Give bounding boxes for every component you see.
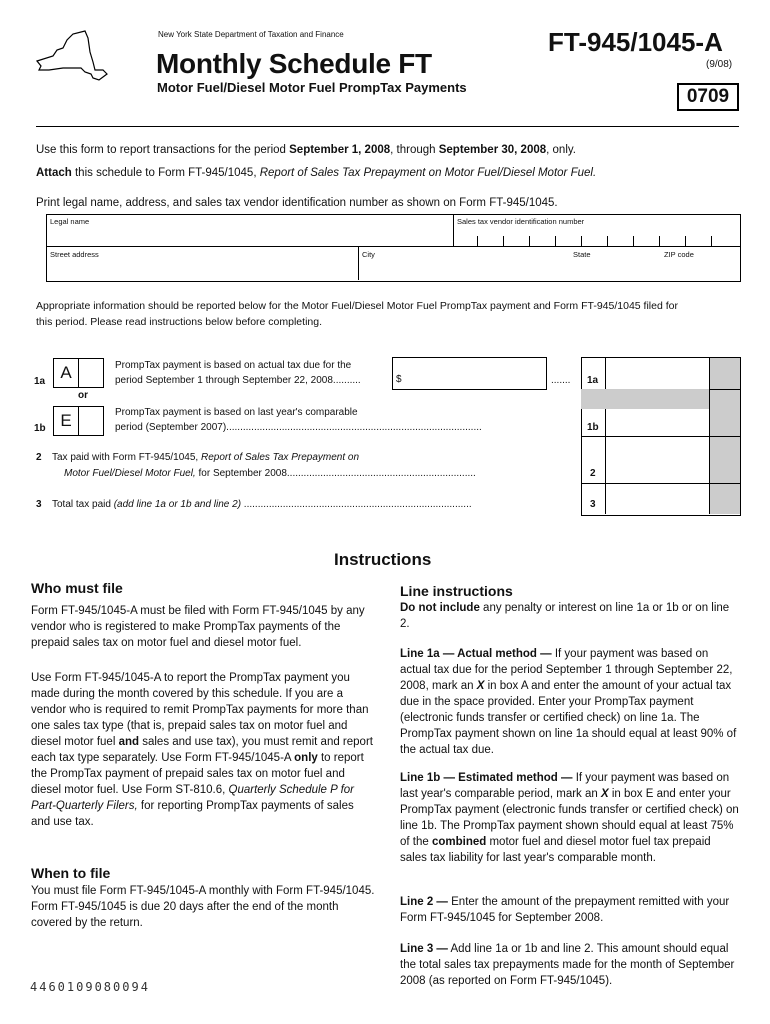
line-1b-instructions: Line 1b — Estimated method — If your payment was based on last year's comparable period, mark an X in box E and enter your PrompTax payment (electronic funds transfer or certified check) on line 1b. The PrompTax payment shown should equal at least 75% of the combined motor fuel and diesel motor fuel tax prepaid sales tax liability for last year's comparable month. — [400, 772, 739, 864]
who-must-file-heading: Who must file — [31, 580, 123, 596]
line-1b-tag: 1b — [587, 422, 599, 433]
row-2-line — [581, 483, 740, 484]
legal-name-label: Legal name — [50, 217, 90, 226]
vendor-id-tick — [633, 236, 634, 246]
line-3-number: 3 — [36, 499, 42, 510]
box-a-label: A — [53, 358, 79, 388]
vendor-id-tick — [529, 236, 530, 246]
line-1b-number: 1b — [34, 423, 46, 434]
line-1b-text-1: PrompTax payment is based on last year's comparable — [115, 407, 358, 418]
form-number: FT-945/1045-A — [548, 27, 723, 57]
line-1b-amount-field[interactable] — [607, 410, 707, 435]
box-e-label: E — [53, 406, 79, 436]
city-label: City — [362, 250, 375, 259]
attach-statement: Attach this schedule to Form FT-945/1045, Report of Sales Tax Prepayment on Motor Fuel/Diesel Motor Fuel. — [36, 167, 597, 179]
line-1a-number: 1a — [34, 376, 46, 387]
department-name: New York State Department of Taxation and Finance — [158, 30, 344, 39]
state-label: State — [573, 250, 591, 259]
id-col-divider — [453, 214, 454, 246]
line-3-instructions: Line 3 — Add line 1a or 1b and line 2. This amount should equal the total sales tax prepayments made for the month of September 2008 (as reported on Form FT-945/1045). — [400, 943, 735, 987]
row-1b-line — [581, 436, 740, 437]
vendor-id-tick — [555, 236, 556, 246]
dollar-sign: $ — [396, 374, 402, 385]
id-row-divider — [46, 246, 740, 247]
line-2-text-2: Motor Fuel/Diesel Motor Fuel, for September 2008.................................................................... — [64, 468, 476, 479]
form-barcode-number: 4460109080094 — [30, 980, 150, 994]
line-3-tag: 3 — [590, 499, 596, 510]
line-2-text-1: Tax paid with Form FT-945/1045, Report of Sales Tax Prepayment on — [52, 452, 360, 463]
city-state-zip-field[interactable] — [361, 261, 737, 278]
box-e-checkbox[interactable] — [78, 406, 104, 436]
vendor-id-tick — [659, 236, 660, 246]
zip-label: ZIP code — [664, 250, 694, 259]
form-subtitle: Motor Fuel/Diesel Motor Fuel PrompTax Payments — [157, 80, 467, 95]
header-divider — [36, 126, 739, 127]
line-1b-text-2: period (September 2007)............................................................................................ — [115, 422, 482, 433]
ny-state-map-icon — [33, 28, 109, 88]
line-1a-tag: 1a — [587, 375, 599, 386]
form-revision: (9/08) — [706, 59, 733, 70]
vendor-id-tick — [581, 236, 582, 246]
when-to-file-para: You must file Form FT-945/1045-A monthly with Form FT-945/1045. Form FT-945/1045 is due 20 days after the end of the month covered by the return. — [31, 885, 375, 929]
vendor-id-label: Sales tax vendor identification number — [457, 217, 585, 226]
print-instruction: Print legal name, address, and sales tax vendor identification number as shown on Form FT-945/1045. — [36, 197, 558, 209]
actual-tax-due-field[interactable] — [392, 357, 547, 390]
do-not-include-para: Do not include any penalty or interest on line 1a or 1b or on line 2. — [400, 602, 730, 630]
or-separator: or — [78, 390, 88, 401]
line-2-number: 2 — [36, 452, 42, 463]
shaded-gap — [581, 389, 709, 409]
vendor-id-tick — [607, 236, 608, 246]
street-field[interactable] — [48, 261, 354, 278]
period-statement: Use this form to report transactions for the period September 1, 2008, through September 30, 2008, only. — [36, 144, 576, 156]
vendor-id-field[interactable] — [456, 228, 738, 244]
vendor-id-tick — [503, 236, 504, 246]
period-code-box: 0709 — [677, 83, 739, 111]
instructions-title: Instructions — [334, 550, 432, 569]
when-to-file-heading: When to file — [31, 865, 111, 881]
form-title: Monthly Schedule FT — [156, 48, 432, 79]
line-1a-text-2: period September 1 through September 22, 2008.......... — [115, 375, 361, 386]
street-label: Street address — [50, 250, 99, 259]
line-3-amount-field[interactable] — [607, 485, 707, 512]
line-instructions-heading: Line instructions — [400, 583, 513, 599]
appropriate-note-line1: Appropriate information should be reported below for the Motor Fuel/Diesel Motor Fuel PrompTax payment and Form FT-945/1045 filed for — [36, 300, 678, 312]
line-1a-instructions: Line 1a — Actual method — If your payment was based on actual tax due for the period September 1 through September 22, 2008, mark an X in box A and enter the amount of your actual tax due in the space provided. Enter your PrompTax payment (electronic funds transfer or certified check) on line 1a. The PrompTax payment shown on line 1a should equal at least 90% of the actual tax due. — [400, 648, 737, 756]
line-2-tag: 2 — [590, 468, 596, 479]
vendor-id-tick — [477, 236, 478, 246]
line-1a-amount-field[interactable] — [607, 359, 707, 387]
city-divider — [358, 246, 359, 280]
line-3-text: Total tax paid (add line 1a or 1b and line 2) .................................................................................. — [52, 499, 472, 510]
legal-name-field[interactable] — [48, 228, 450, 244]
vendor-id-tick — [711, 236, 712, 246]
who-must-file-para-2: Use Form FT-945/1045-A to report the PrompTax payment you made during the month covered by this schedule. If you are a vendor who is required to remit PrompTax payments for more than one sales tax type (that is, prepaid sales tax on motor fuel and diesel motor fuel and sales and use tax), you must remit and report each tax type separately. Use Form FT-945/1045-A only to report the PrompTax payment of prepaid sales tax on motor fuel and diesel motor fuel. Use Form ST-810.6, Quarterly Schedule P for Part-Quarterly Filers, for reporting PrompTax payments of sales and use tax. — [31, 672, 373, 828]
line-1a-dots: ....... — [551, 375, 571, 386]
line-2-instructions: Line 2 — Enter the amount of the prepayment remitted with your Form FT-945/1045 for September 2008. — [400, 896, 730, 924]
vendor-id-tick — [685, 236, 686, 246]
line-1a-text-1: PrompTax payment is based on actual tax due for the — [115, 360, 352, 371]
box-a-checkbox[interactable] — [78, 358, 104, 388]
line-2-amount-field[interactable] — [607, 438, 707, 482]
appropriate-note-line2: this period. Please read instructions below before completing. — [36, 316, 322, 328]
who-must-file-para-1: Form FT-945/1045-A must be filed with Form FT-945/1045 by any vendor who is registered to make PrompTax payments of the prepaid sales tax on motor fuel and diesel motor fuel. — [31, 605, 365, 649]
